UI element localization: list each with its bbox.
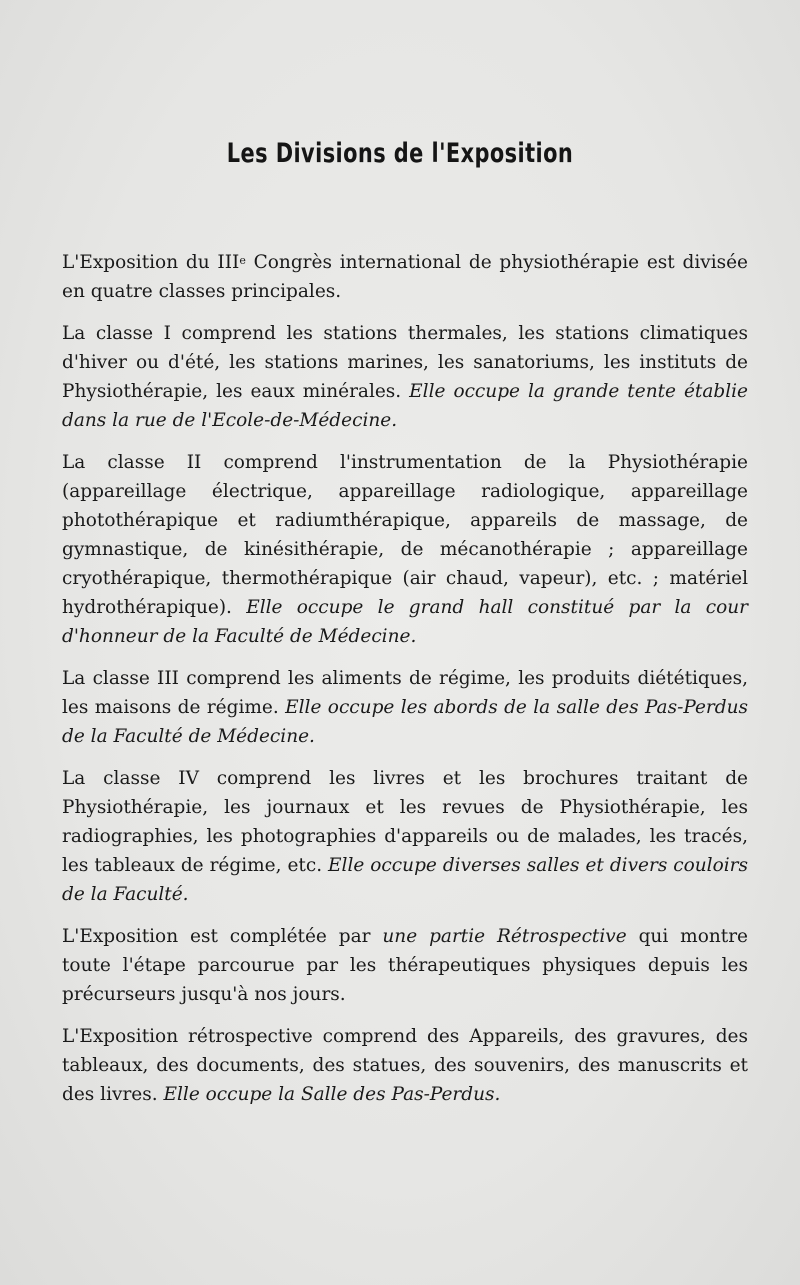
class-2-location: Elle occupe le grand hall constitué par la cour d'honneur de la Faculté de Médecine.: [62, 597, 748, 647]
paragraph-class-3: [62, 664, 748, 751]
class-4-text: La classe IV comprend les livres et les brochures traitant de Physiothérapie, les journaux et les revues de Physiothérapie, les radiographies, les photographies d'appareils ou de malades, les tracés, les tableaux de régime, etc.: [62, 768, 748, 876]
class-2-text: La classe II comprend l'instrumentation de la Physiothérapie (appareillage électrique, appareillage radiologique, appareillage photothérapique et radiumthérapique, appareils de massage, de gymnastique, de kinésithérapie, de mécanothérapie ; appareillage cryothérapique, thermothérapique (air chaud, vapeur), etc. ; matériel hydrothérapique).: [62, 452, 748, 618]
page-title: Les Divisions de l'Exposition: [226, 138, 574, 169]
retrospective-text-end: qui montre toute l'étape parcourue par les thérapeutiques physiques depuis les précurseurs jusqu'à nos jours.: [62, 926, 748, 1005]
class-1-text: La classe I comprend les stations thermales, les stations climatiques d'hiver ou d'été, les stations marines, les sanatoriums, les instituts de Physiothérapie, les eaux minérales.: [62, 323, 748, 402]
paragraph-class-1: [62, 319, 748, 435]
class-1-location: Elle occupe la grande tente établie dans la rue de l'Ecole-de-Médecine.: [62, 381, 749, 431]
class-3-location: Elle occupe les abords de la salle des Pas-Perdus de la Faculté de Médecine.: [62, 697, 748, 747]
class-3-text: La classe III comprend les aliments de régime, les produits diététiques, les maisons de régime.: [62, 668, 748, 718]
paragraph-intro: [62, 248, 748, 306]
class-4-location: Elle occupe diverses salles et divers couloirs de la Faculté.: [62, 855, 748, 905]
paragraph-retrospective-contents: [62, 1022, 748, 1109]
retrospective-contents-text: L'Exposition rétrospective comprend des Appareils, des gravures, des tableaux, des documents, des statues, des souvenirs, des manuscrits et des livres.: [62, 1026, 748, 1105]
document-body: [62, 248, 748, 1122]
ordinal-superscript: e: [239, 254, 246, 267]
retrospective-text-start: L'Exposition est complétée par: [62, 926, 383, 947]
retrospective-emphasis: une partie Rétrospective: [382, 926, 627, 947]
paragraph-retrospective: [62, 922, 748, 1009]
paragraph-class-2: [62, 448, 748, 651]
intro-text-end: Congrès international de physiothérapie est divisée en quatre classes principales.: [62, 252, 749, 302]
retrospective-location: Elle occupe la Salle des Pas-Perdus.: [163, 1084, 501, 1105]
intro-text-start: L'Exposition du III: [62, 252, 240, 273]
paragraph-class-4: [62, 764, 748, 909]
